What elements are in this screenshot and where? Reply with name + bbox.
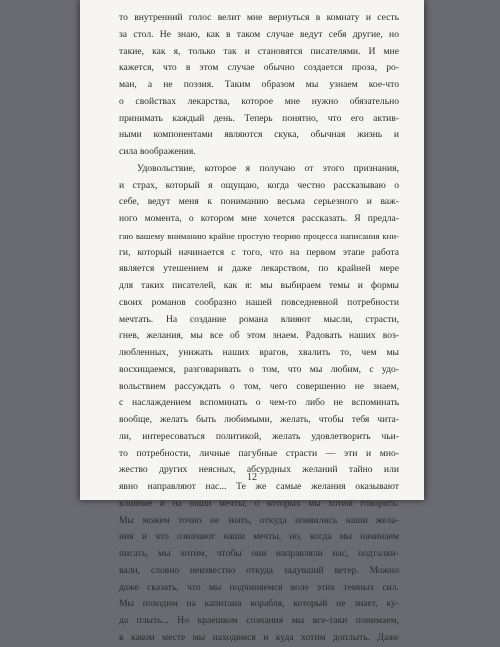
text-line: и страх, который я ощущаю, когда честно рассказываю о: [119, 179, 399, 191]
text-line: писать, мы хотим, чтобы они направляли нас, подталки-: [119, 548, 399, 559]
text-line: гнев, желания, мы все об этом знаем. Радовать наших воз-: [119, 330, 399, 342]
page-number: 12: [247, 472, 257, 483]
text-line: является утешением и даже лекарством, по крайней мере: [119, 263, 399, 275]
text-line: ман, а не поэзия. Таким образом мы узнаем кое-что: [119, 79, 399, 90]
text-line: сила воображения.: [119, 146, 196, 157]
text-line: даже сказать, что мы подчиняемся воле этих темных сил.: [119, 581, 399, 593]
text-line: своих романов сообразно нашей повседневной потребности: [119, 296, 399, 308]
text-line: явно направляют нас... Те же самые желания оказывают: [119, 481, 399, 492]
text-line: жество других неясных, абсурдных желаний тайно или: [119, 464, 399, 476]
text-line: ли, интересоваться политикой, желать удовлетворить чьи-: [119, 430, 399, 442]
text-line: вали, словно неизвестно откуда задувший ветер. Можно: [119, 564, 399, 576]
text-line: себе, ведут меня к пониманию весьма серьезного и важ-: [119, 196, 399, 208]
body-text: [119, 10, 399, 647]
text-line: с наслаждением вспоминать о чем-то либо не вспоминать: [119, 397, 399, 409]
text-line: восхищаемся, разговаривать о том, что мы любим, с удо-: [119, 363, 399, 375]
text-line: вольствием рассуждать о том, чего совершенно не знаем,: [119, 380, 399, 392]
text-line: ги, который начинается с того, что на первом этапе работа: [119, 246, 399, 258]
text-line: гаю вашему вниманию крайне простую теорию процесса написания кни-: [119, 230, 399, 241]
text-line: влияние и на наши мечты, о которых мы хотим говорить.: [119, 497, 399, 509]
text-line: для таких писателей, как я: мы выбираем темы и формы: [119, 280, 399, 291]
text-line: ния и что означают наши мечты, но, когда мы начинаем: [119, 531, 399, 543]
text-line: Мы походим на капитана корабля, который не знает, ку-: [119, 598, 399, 610]
text-line: да плыть... Но краешком сознания мы все-таки понимаем,: [119, 615, 399, 626]
text-line: принимать каждый день. Теперь понятно, что его актив-: [119, 112, 399, 124]
text-line: о свойствах лекарства, которое мне нужно обязательно: [119, 95, 399, 107]
text-line: вообще, желать быть любимыми, желать, чтобы тебя чита-: [119, 414, 399, 425]
text-line: за стол. Не знаю, как в таком случае ведут себя другие, но: [119, 28, 399, 40]
text-line: то внутренний голос велит мне вернуться в комнату и сесть: [119, 12, 399, 23]
text-line: в каком месте мы находимся и куда хотим доплыть. Даже: [119, 631, 399, 643]
text-line: мечтать. На создание романа влияют мысли, страсти,: [119, 313, 399, 325]
text-line: такие, как я, только так и становятся писателями. И мне: [119, 45, 399, 57]
text-line: любленных, унижать наших врагов, хвалить то, чем мы: [119, 347, 399, 358]
text-line: ными компонентами являются скука, обычная жизнь и: [119, 129, 399, 141]
text-line: то потребности, личные пагубные страсти — эти и мно-: [119, 447, 399, 459]
text-line: ного момента, о котором мне хочется рассказать. Я предла-: [119, 213, 399, 224]
text-line: Удовольствие, которое я получаю от этого признания,: [137, 162, 399, 174]
book-page: [80, 0, 424, 643]
text-line: кажется, что в этом случае обычно создается проза, ро-: [119, 62, 399, 74]
text-line: Мы можем точно не знать, откуда появились наши жела-: [119, 514, 399, 526]
